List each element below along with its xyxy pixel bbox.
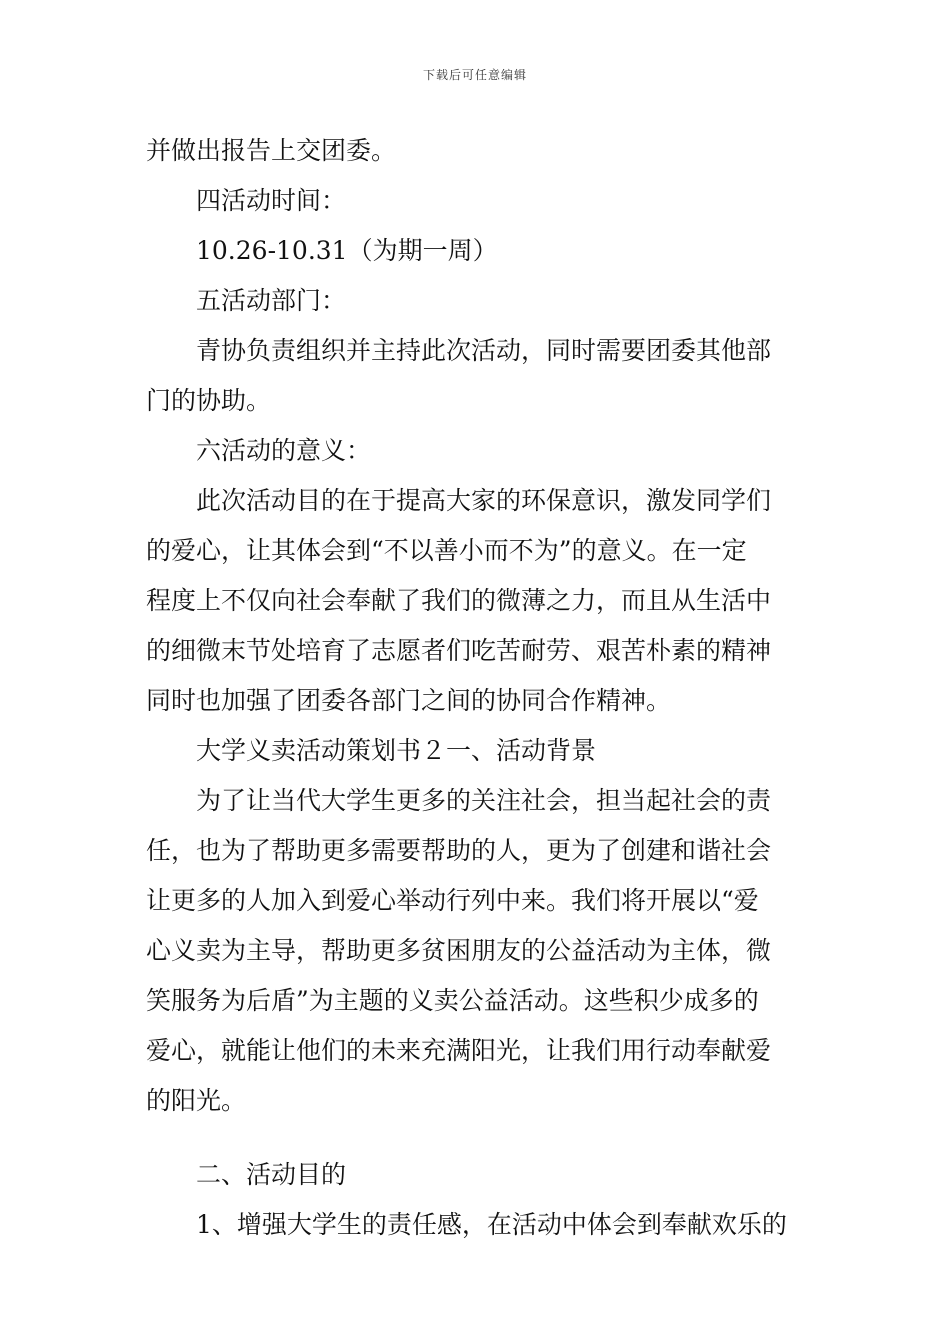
text-line: 心义卖为主导，帮助更多贫困朋友的公益活动为主体，微 [146, 936, 772, 965]
text-line: 为了让当代大学生更多的关注社会，担当起社会的责 [196, 786, 772, 815]
text-line: 的细微末节处培育了志愿者们吃苦耐劳、艰苦朴素的精神 [146, 636, 772, 665]
text-line: 并做出报告上交团委。 [146, 136, 397, 165]
section-heading-plan2-background: 大学义卖活动策划书２一、活动背景 [196, 736, 597, 765]
text-line: 爱心，就能让他们的未来充满阳光，让我们用行动奉献爱 [146, 1036, 772, 1065]
text-line: 的阳光。 [146, 1086, 247, 1115]
text-line: 门的协助。 [146, 386, 272, 415]
text-line: 同时也加强了团委各部门之间的协同合作精神。 [146, 686, 672, 715]
text-line: 1、增强大学生的责任感，在活动中体会到奉献欢乐的 [196, 1210, 787, 1239]
section-heading-significance: 六活动的意义： [196, 436, 372, 465]
text-line: 10.26-10.31（为期一周） [196, 236, 498, 265]
page-header-note: 下载后可任意编辑 [422, 68, 527, 82]
text-line: 青协负责组织并主持此次活动，同时需要团委其他部 [196, 336, 772, 365]
text-line: 此次活动目的在于提高大家的环保意识，激发同学们 [196, 486, 772, 515]
section-heading-department: 五活动部门： [196, 286, 347, 315]
section-heading-purpose: 二、活动目的 [196, 1160, 347, 1189]
document-body [146, 126, 811, 1250]
text-line: 让更多的人加入到爱心举动行列中来。我们将开展以“爱 [146, 886, 759, 915]
text-line: 程度上不仅向社会奉献了我们的微薄之力，而且从生活中 [146, 586, 772, 615]
section-heading-time: 四活动时间： [196, 186, 347, 215]
text-line: 的爱心，让其体会到“不以善小而不为”的意义。在一定 [146, 536, 747, 565]
text-line: 任，也为了帮助更多需要帮助的人，更为了创建和谐社会 [146, 836, 772, 865]
text-line: 笑服务为后盾”为主题的义卖公益活动。这些积少成多的 [146, 986, 759, 1015]
